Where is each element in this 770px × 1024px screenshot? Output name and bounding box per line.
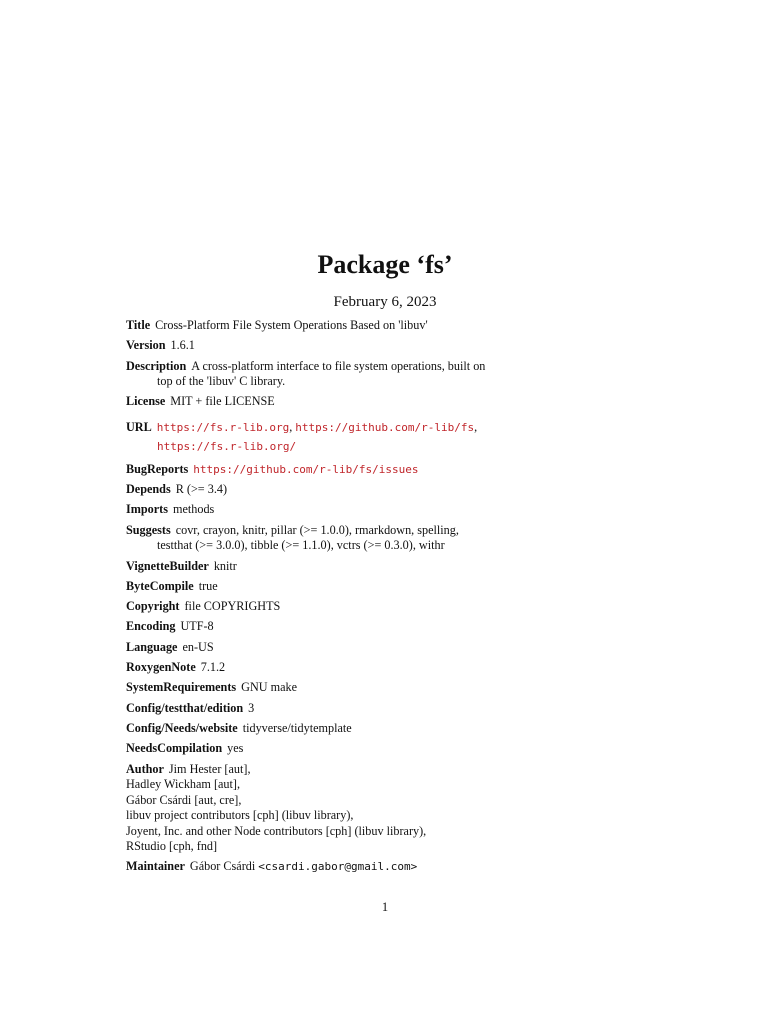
field-url [126, 418, 496, 456]
url-link[interactable]: https://fs.r-lib.org/ [157, 439, 297, 453]
maintainer-email-close: > [410, 860, 418, 874]
url-link[interactable]: https://github.com/r-lib/fs [295, 420, 475, 434]
field-value: UTF-8 [180, 619, 214, 634]
field-depends [126, 482, 496, 498]
field-version [126, 338, 496, 354]
field-key: Language [126, 639, 178, 654]
author-line: Gábor Csárdi [aut, cre], [126, 792, 242, 807]
field-encoding [126, 619, 496, 635]
field-systemrequirements [126, 680, 496, 696]
field-value: 3 [248, 700, 255, 715]
field-config-testthat-edition [126, 701, 496, 717]
url-separator: , [289, 419, 293, 434]
field-key: Maintainer [126, 859, 185, 874]
author-line: Jim Hester [aut], [168, 761, 251, 776]
field-key: ByteCompile [126, 578, 194, 593]
url-link[interactable]: https://fs.r-lib.org [156, 420, 290, 434]
field-key: Suggests [126, 522, 171, 537]
field-value: MIT + file LICENSE [170, 394, 275, 409]
maintainer-email[interactable]: csardi.gabor@gmail.com [264, 860, 411, 874]
document-date: February 6, 2023 [333, 294, 437, 310]
field-key: Depends [126, 482, 171, 497]
field-value: tidyverse/tidytemplate [242, 720, 352, 735]
field-key: Imports [126, 502, 168, 517]
bugreports-link[interactable]: https://github.com/r-lib/fs/issues [193, 462, 419, 476]
field-value: covr, crayon, knitr, pillar (>= 1.0.0), rmarkdown, spelling, testthat (>= 3.0.0), tibble (>= 1.1.0), vctrs (>= 0.3.0), withr [157, 522, 459, 553]
field-key: Config/Needs/website [126, 720, 238, 735]
field-key: Title [126, 318, 151, 332]
page-number: 1 [381, 900, 389, 914]
maintainer-name: Gábor Csárdi [189, 859, 256, 874]
field-key: Author [126, 761, 164, 776]
field-key: Description [126, 358, 187, 373]
field-key: Version [126, 338, 166, 353]
field-needscompilation [126, 741, 496, 757]
field-bugreports [126, 462, 496, 478]
field-value: true [198, 578, 218, 593]
field-value: 7.1.2 [200, 660, 226, 675]
field-value: Cross-Platform File System Operations Based on 'libuv' [155, 318, 428, 332]
field-value: methods [172, 502, 215, 517]
field-author [126, 762, 496, 855]
field-key: RoxygenNote [126, 660, 196, 675]
field-roxygennote [126, 660, 496, 676]
field-key: BugReports [126, 461, 189, 476]
field-key: Encoding [126, 619, 176, 634]
field-key: URL [126, 419, 152, 434]
author-line: RStudio [cph, fnd] [126, 839, 218, 854]
maintainer-email-open: < [258, 860, 265, 874]
field-title [126, 318, 496, 334]
field-key: Copyright [126, 599, 180, 614]
field-description [126, 359, 496, 390]
field-value: A cross-platform interface to file system operations, built on top of the 'libuv' C library. [157, 358, 486, 389]
field-value: yes [227, 741, 244, 756]
field-config-needs-website [126, 721, 496, 737]
field-bytecompile [126, 579, 496, 595]
field-key: License [126, 394, 166, 409]
description-fields [126, 318, 496, 880]
field-key: VignetteBuilder [126, 558, 209, 573]
field-imports [126, 502, 496, 518]
package-title: Package ‘fs’ [317, 250, 453, 279]
field-key: SystemRequirements [126, 680, 237, 695]
field-key: Config/testthat/edition [126, 700, 244, 715]
field-value: knitr [213, 558, 237, 573]
field-copyright [126, 599, 496, 615]
field-key: NeedsCompilation [126, 741, 223, 756]
field-suggests [126, 523, 496, 554]
field-value: 1.6.1 [170, 338, 195, 353]
field-maintainer [126, 859, 496, 875]
field-language [126, 640, 496, 656]
field-value: file COPYRIGHTS [184, 599, 281, 614]
author-line: Joyent, Inc. and other Node contributors [cph] (libuv library), [126, 823, 427, 838]
field-vignettebuilder [126, 559, 496, 575]
author-line: libuv project contributors [cph] (libuv library), [126, 808, 354, 823]
field-value: en-US [182, 639, 214, 654]
field-license [126, 394, 496, 410]
field-value: GNU make [241, 680, 297, 695]
field-value: R (>= 3.4) [175, 482, 228, 497]
author-line: Hadley Wickham [aut], [126, 777, 241, 792]
url-separator: , [474, 419, 478, 434]
